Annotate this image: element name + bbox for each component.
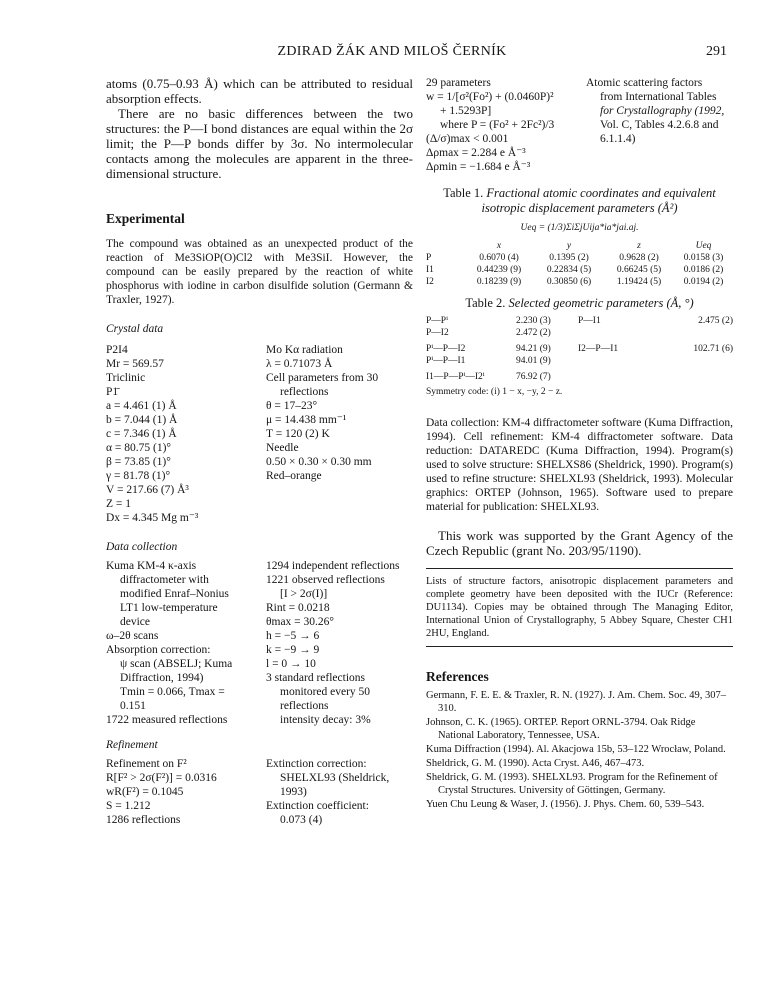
param-item: Δρmin = −1.684 e Å⁻³ bbox=[426, 161, 531, 173]
list-item: Kuma Diffraction (1994). Al. Akacjowa 15b, 53–122 Wrocław, Poland. bbox=[426, 744, 726, 755]
collection-item: ω–2θ scans bbox=[106, 630, 159, 642]
table-row bbox=[426, 327, 733, 339]
refinement-params-col1 bbox=[426, 76, 586, 174]
table2-label: Table 2. bbox=[465, 296, 506, 310]
refinement-item: 1286 reflections bbox=[106, 814, 181, 826]
crystal-item: 0.50 × 0.30 × 0.30 mm bbox=[266, 456, 372, 468]
crystal-data-col1 bbox=[106, 343, 266, 525]
list-item: Yuen Chu Leung & Waser, J. (1956). J. Phys. Chem. 60, 539–543. bbox=[426, 799, 705, 810]
crystal-item: Mo Kα radiation bbox=[266, 344, 343, 356]
table1-cell: 0.0194 (2) bbox=[683, 277, 724, 287]
collection-item: ψ scan (ABSELJ; Kuma bbox=[120, 658, 233, 670]
table1-cell: 0.6070 (4) bbox=[479, 253, 519, 263]
table1-cell: 0.0186 (2) bbox=[683, 265, 724, 275]
crystal-data-col2 bbox=[266, 343, 413, 525]
data-collection-heading: Data collection bbox=[106, 541, 178, 553]
table1-cell: I1 bbox=[426, 265, 434, 275]
acknowledgement: This work was supported by the Grant Agency of the Czech Republic (grant No. 203/95/1190). bbox=[426, 528, 733, 558]
table1-cell: 0.44239 (9) bbox=[476, 265, 522, 275]
collection-item: Kuma KM-4 κ-axis bbox=[106, 560, 197, 572]
software-paragraph: Data collection: KM-4 diffractometer software (Kuma Diffraction, 1994). Cell refinement: KM-4 diffractometer software. Data reduction: DATAREDC (Kuma Diffraction, 1994). Program(s) used to solve structure: SHELXS86 (Sheldrick, 1990). Program(s) used to refine structure: SHELXL93 (Sheldrick, 1993). Molecular graphics: ORTEP (Johnson, 1965). Software used to prepare material for publication: SHELXL93. bbox=[426, 417, 733, 513]
table2-cell bbox=[578, 327, 668, 339]
collection-item: LT1 low-temperature bbox=[120, 602, 218, 614]
crystal-item: P1̄ bbox=[106, 386, 119, 398]
refinement-item: S = 1.212 bbox=[106, 800, 151, 812]
collection-item: l = 0 → 10 bbox=[266, 658, 316, 670]
refinement-params-block bbox=[426, 76, 733, 174]
refinement-col1 bbox=[106, 757, 266, 827]
data-collection-col2 bbox=[266, 559, 413, 727]
crystal-item: Needle bbox=[266, 442, 299, 454]
collection-item: 1722 measured reflections bbox=[106, 714, 228, 726]
table2-cell: 102.71 (6) bbox=[693, 344, 733, 354]
collection-item: [I > 2σ(I)] bbox=[280, 588, 328, 600]
table1-header-cell: Ueq bbox=[695, 241, 712, 251]
table1-cell: 1.19424 (5) bbox=[616, 277, 662, 287]
collection-item: 1294 independent reflections bbox=[266, 560, 400, 572]
crystal-item: Cell parameters from 30 bbox=[266, 372, 379, 384]
table1-cell: 0.0158 (3) bbox=[683, 253, 724, 263]
refinement-item: R[F² > 2σ(F²)] = 0.0316 bbox=[106, 772, 217, 784]
collection-item: reflections bbox=[280, 700, 329, 712]
table2-cell bbox=[578, 367, 668, 383]
collection-item: h = −5 → 6 bbox=[266, 630, 320, 642]
collection-item: modified Enraf–Nonius bbox=[120, 588, 229, 600]
param-item: from International Tables bbox=[600, 91, 717, 103]
data-collection-block bbox=[106, 559, 413, 727]
list-item: Sheldrick, G. M. (1993). SHELXL93. Program for the Refinement of Crystal Structures. University of Göttingen, Germany. bbox=[426, 772, 718, 796]
refinement-heading: Refinement bbox=[106, 739, 158, 751]
collection-item: device bbox=[120, 616, 151, 628]
table2-cell: 2.472 (2) bbox=[516, 328, 551, 338]
page-number: 291 bbox=[706, 44, 727, 59]
crystal-item: b = 7.044 (1) Å bbox=[106, 414, 178, 426]
table1-title: Fractional atomic coordinates and equivalent isotropic displacement parameters (Å²) bbox=[481, 186, 716, 215]
crystal-item: T = 120 (2) K bbox=[266, 428, 330, 440]
table2-cell: Pⁱ—P—I2 bbox=[426, 344, 466, 354]
collection-item: Absorption correction: bbox=[106, 644, 211, 656]
refinement-block bbox=[106, 757, 413, 827]
table-row bbox=[426, 252, 733, 264]
crystal-item: Red–orange bbox=[266, 470, 322, 482]
param-item: Δρmax = 2.284 e Å⁻³ bbox=[426, 147, 526, 159]
collection-item: intensity decay: 3% bbox=[280, 714, 371, 726]
crystal-item: Dx = 4.345 Mg m⁻³ bbox=[106, 512, 199, 524]
collection-item: θmax = 30.26° bbox=[266, 616, 335, 628]
table2-cell: 2.230 (3) bbox=[516, 316, 551, 326]
table2-cell: P—Pⁱ bbox=[426, 316, 448, 326]
table1-cell: 0.18239 (9) bbox=[476, 277, 522, 287]
crystal-item: Z = 1 bbox=[106, 498, 132, 510]
param-item: + 1.5293P] bbox=[440, 105, 492, 117]
table1-cell: I2 bbox=[426, 277, 434, 287]
collection-item: Tmin = 0.066, Tmax = bbox=[120, 686, 225, 698]
table2-cell: P—I2 bbox=[426, 328, 449, 338]
refinement-params-col2 bbox=[586, 76, 733, 174]
crystal-item: a = 4.461 (1) Å bbox=[106, 400, 177, 412]
table2 bbox=[426, 315, 733, 383]
table1-cell: 0.22834 (5) bbox=[546, 265, 592, 275]
table1-label: Table 1. bbox=[443, 186, 484, 200]
table-row bbox=[426, 367, 733, 383]
refinement-item: wR(F²) = 0.1045 bbox=[106, 786, 184, 798]
param-item: for Crystallography (1992, bbox=[600, 105, 725, 117]
collection-item: Rint = 0.0218 bbox=[266, 602, 330, 614]
crystal-item: c = 7.346 (1) Å bbox=[106, 428, 177, 440]
refinement-item: 0.073 (4) bbox=[280, 814, 323, 826]
table2-cell bbox=[578, 355, 668, 367]
table1-cell: P bbox=[426, 253, 432, 263]
table1-caption bbox=[426, 186, 733, 216]
table1-cell: 0.9628 (2) bbox=[619, 253, 659, 263]
refinement-col2 bbox=[266, 757, 413, 827]
table2-cell: 2.475 (2) bbox=[698, 316, 733, 326]
crystal-item: P2I4 bbox=[106, 344, 128, 356]
crystal-item: Triclinic bbox=[106, 372, 146, 384]
table2-cell bbox=[668, 327, 733, 339]
crystal-item: reflections bbox=[280, 386, 329, 398]
refinement-item: 1993) bbox=[280, 786, 307, 798]
table2-cell: I2—P—I1 bbox=[578, 344, 619, 354]
param-item: 6.1.1.4) bbox=[600, 133, 636, 145]
table-row bbox=[426, 315, 733, 327]
collection-item: monitored every 50 bbox=[280, 686, 371, 698]
table1-formula: Ueq = (1/3)ΣiΣjUija*ia*jai.aj. bbox=[520, 223, 639, 233]
refinement-item: Refinement on F² bbox=[106, 758, 187, 770]
crystal-item: μ = 14.438 mm⁻¹ bbox=[266, 414, 347, 426]
table1-cell: 0.30850 (6) bbox=[546, 277, 592, 287]
table2-cell: P—I1 bbox=[578, 316, 601, 326]
param-item: where P = (Fo² + 2Fc²)/3 bbox=[440, 119, 555, 131]
table-row bbox=[426, 276, 733, 288]
crystal-item: β = 73.85 (1)° bbox=[106, 456, 171, 468]
table1-cell: 0.1395 (2) bbox=[549, 253, 589, 263]
table2-cell: I1—P—Pⁱ—I2ⁱ bbox=[426, 372, 485, 382]
table-row bbox=[426, 264, 733, 276]
list-item: Germann, F. E. E. & Traxler, R. N. (1927). J. Am. Chem. Soc. 49, 307–310. bbox=[426, 690, 727, 714]
table1-header-cell: z bbox=[637, 241, 641, 251]
left-column bbox=[106, 76, 413, 827]
author-names: ZDIRAD ŽÁK AND MILOŠ ČERNÍK bbox=[277, 44, 507, 59]
crystal-item: Mr = 569.57 bbox=[106, 358, 164, 370]
collection-item: 0.151 bbox=[120, 700, 146, 712]
table1-header-cell bbox=[426, 240, 464, 252]
intro-paragraph-2: There are no basic differences between the two structures: the P—I bond distances are equal within the 2σ limit; the P—P bonds differ by 3σ. No intermolecular contacts among the molecules are apparent in the three-dimensional structure. bbox=[106, 106, 413, 181]
param-item: w = 1/[σ²(Fo²) + (0.0460P)² bbox=[426, 91, 554, 103]
divider-rule bbox=[426, 646, 733, 647]
table2-cell: 76.92 (7) bbox=[516, 372, 551, 382]
right-column bbox=[426, 76, 733, 812]
table2-cell: 94.01 (9) bbox=[516, 356, 551, 366]
param-item: Atomic scattering factors bbox=[586, 77, 703, 89]
collection-item: 1221 observed reflections bbox=[266, 574, 385, 586]
references-heading: References bbox=[426, 669, 489, 684]
table2-title: Selected geometric parameters (Å, °) bbox=[508, 296, 694, 310]
crystal-item: V = 217.66 (7) Å³ bbox=[106, 484, 189, 496]
table2-caption bbox=[426, 296, 733, 311]
experimental-paragraph: The compound was obtained as an unexpected product of the reaction of Me3SiOP(O)Cl2 with Me3SiI. However, the compound can be easily prepared by the reaction of white phosphorus with iodine in carbon disulfide solution (Germann & Traxler, 1927). bbox=[106, 238, 413, 306]
symmetry-code: Symmetry code: (i) 1 − x, −y, 2 − z. bbox=[426, 387, 563, 397]
table1 bbox=[426, 240, 733, 288]
crystal-data-heading: Crystal data bbox=[106, 323, 164, 335]
crystal-item: α = 80.75 (1)° bbox=[106, 442, 172, 454]
list-item: Sheldrick, G. M. (1990). Acta Cryst. A46, 467–473. bbox=[426, 758, 645, 769]
table2-cell bbox=[668, 367, 733, 383]
refinement-item: Extinction correction: bbox=[266, 758, 367, 770]
crystal-item: λ = 0.71073 Å bbox=[266, 358, 333, 370]
list-item: Johnson, C. K. (1965). ORTEP. Report ORNL-3794. Oak Ridge National Laboratory, Tennessee, USA. bbox=[426, 717, 696, 741]
collection-item: Diffraction, 1994) bbox=[120, 672, 204, 684]
table2-cell bbox=[668, 355, 733, 367]
table2-cell: Pⁱ—P—I1 bbox=[426, 356, 466, 366]
reference-list bbox=[426, 689, 733, 811]
param-item: (Δ/σ)max < 0.001 bbox=[426, 133, 509, 145]
crystal-item: γ = 81.78 (1)° bbox=[106, 470, 171, 482]
crystal-item: θ = 17–23° bbox=[266, 400, 318, 412]
table1-header-cell: x bbox=[496, 241, 502, 251]
deposit-note: Lists of structure factors, anisotropic displacement parameters and complete geometry have been deposited with the IUCr (Reference: DU1134). Copies may be obtained through The Managing Editor, International Union of Crystallography, 5 Abbey Square, Chester CH1 2HU, England. bbox=[426, 576, 733, 639]
table2-cell: 94.21 (9) bbox=[516, 344, 551, 354]
experimental-heading: Experimental bbox=[106, 211, 185, 226]
param-item: 29 parameters bbox=[426, 77, 491, 89]
collection-item: 3 standard reflections bbox=[266, 672, 365, 684]
crystal-data-block bbox=[106, 343, 413, 525]
table1-cell: 0.66245 (5) bbox=[616, 265, 662, 275]
intro-paragraph-1: atoms (0.75–0.93 Å) which can be attributed to residual absorption effects. bbox=[106, 76, 413, 106]
refinement-item: Extinction coefficient: bbox=[266, 800, 369, 812]
table1-header-row bbox=[426, 240, 733, 252]
refinement-item: SHELXL93 (Sheldrick, bbox=[280, 772, 390, 784]
table-row bbox=[426, 339, 733, 355]
collection-item: k = −9 → 9 bbox=[266, 644, 320, 656]
table-row bbox=[426, 355, 733, 367]
collection-item: diffractometer with bbox=[120, 574, 209, 586]
divider-rule bbox=[426, 568, 733, 569]
running-header bbox=[0, 44, 784, 64]
data-collection-col1 bbox=[106, 559, 266, 727]
param-item: Vol. C, Tables 4.2.6.8 and bbox=[600, 119, 719, 131]
table1-header-cell: y bbox=[566, 241, 572, 251]
